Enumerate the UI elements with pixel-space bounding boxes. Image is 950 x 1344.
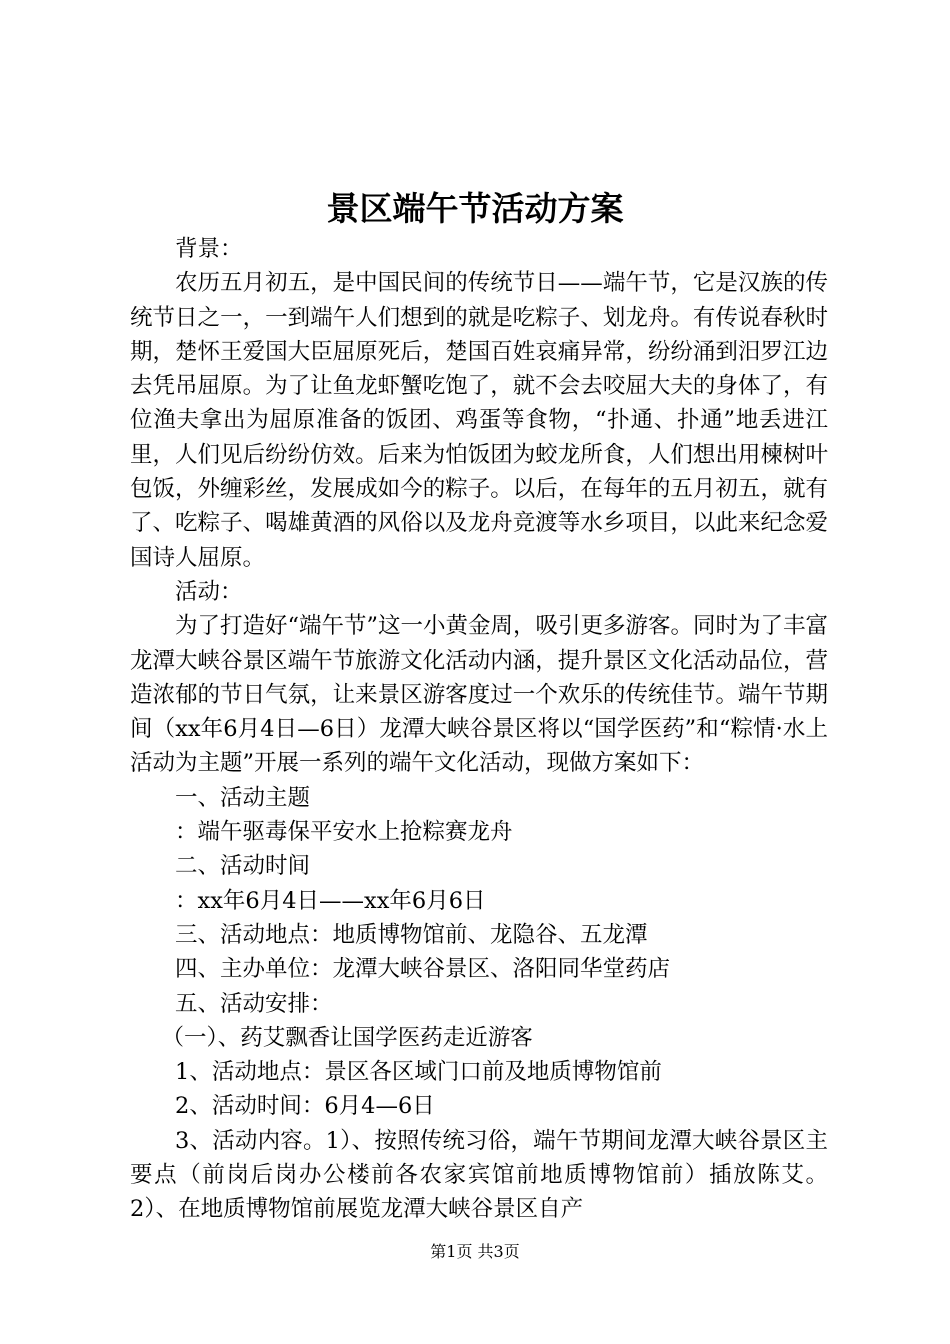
document-body — [130, 232, 828, 1227]
item-time-value: ：xx年6月4日——xx年6月6日 — [175, 887, 486, 914]
paragraph-activity: 为了打造好“端午节”这一小黄金周，吸引更多游客。同时为了丰富龙潭大峡谷景区端午节旅游文化活动内涵，提升景区文化活动品位，营造浓郁的节日气氛，让来景区游客度过一个欢乐的传统佳节。端午节期间（xx年6月4日—6日）龙潭大峡谷景区将以“国学医药”和“粽情·水上活动为主题”开展一系列的端午文化活动，现做方案如下： — [130, 613, 829, 777]
sub-item-time: 2、活动时间：6月4—6日 — [175, 1093, 435, 1120]
section-heading-activity: 活动： — [175, 578, 243, 605]
subsection-heading-1: （一）、药艾飘香让国学医药走近游客 — [161, 1024, 533, 1051]
item-theme-value: ：端午驱毒保平安水上抢粽赛龙舟 — [175, 819, 513, 846]
section-heading-background: 背景： — [175, 236, 243, 262]
sub-item-content: 3、活动内容。1）、按照传统习俗，端午节期间龙潭大峡谷景区主要点（前岗后岗办公楼前各农家宾馆前地质博物馆前）插放陈艾。2）、在地质博物馆前展览龙潭大峡谷景区自产 — [130, 1127, 828, 1223]
page-footer: 第1页 共3页 — [430, 1242, 520, 1261]
paragraph-background: 农历五月初五，是中国民间的传统节日——端午节，它是汉族的传统节日之一，一到端午人们想到的就是吃粽子、划龙舟。有传说春秋时期，楚怀王爱国大臣屈原死后，楚国百姓哀痛异常，纷纷涌到汨罗江边去凭吊屈原。为了让鱼龙虾蟹吃饱了，就不会去咬屈大夫的身体了，有位渔夫拿出为屈原准备的饭团、鸡蛋等食物，“扑通、扑通”地丢进江里，人们见后纷纷仿效。后来为怕饭团为蛟龙所食，人们想出用楝树叶包饭，外缠彩丝，发展成如今的粽子。以后，在每年的五月初五，就有了、吃粽子、喝雄黄酒的风俗以及龙舟竞渡等水乡项目，以此来纪念爱国诗人屈原。 — [130, 270, 828, 571]
item-time-heading: 二、活动时间 — [175, 853, 311, 880]
item-location: 三、活动地点：地质博物馆前、龙隐谷、五龙潭 — [175, 921, 648, 948]
document-title: 景区端午节活动方案 — [326, 189, 624, 228]
sub-item-location: 1、活动地点：景区各区域门口前及地质博物馆前 — [175, 1059, 662, 1086]
item-arrangement-heading: 五、活动安排： — [175, 990, 333, 1017]
item-organizer: 四、主办单位：龙潭大峡谷景区、洛阳同华堂药店 — [175, 956, 671, 983]
item-theme-heading: 一、活动主题 — [175, 784, 311, 811]
